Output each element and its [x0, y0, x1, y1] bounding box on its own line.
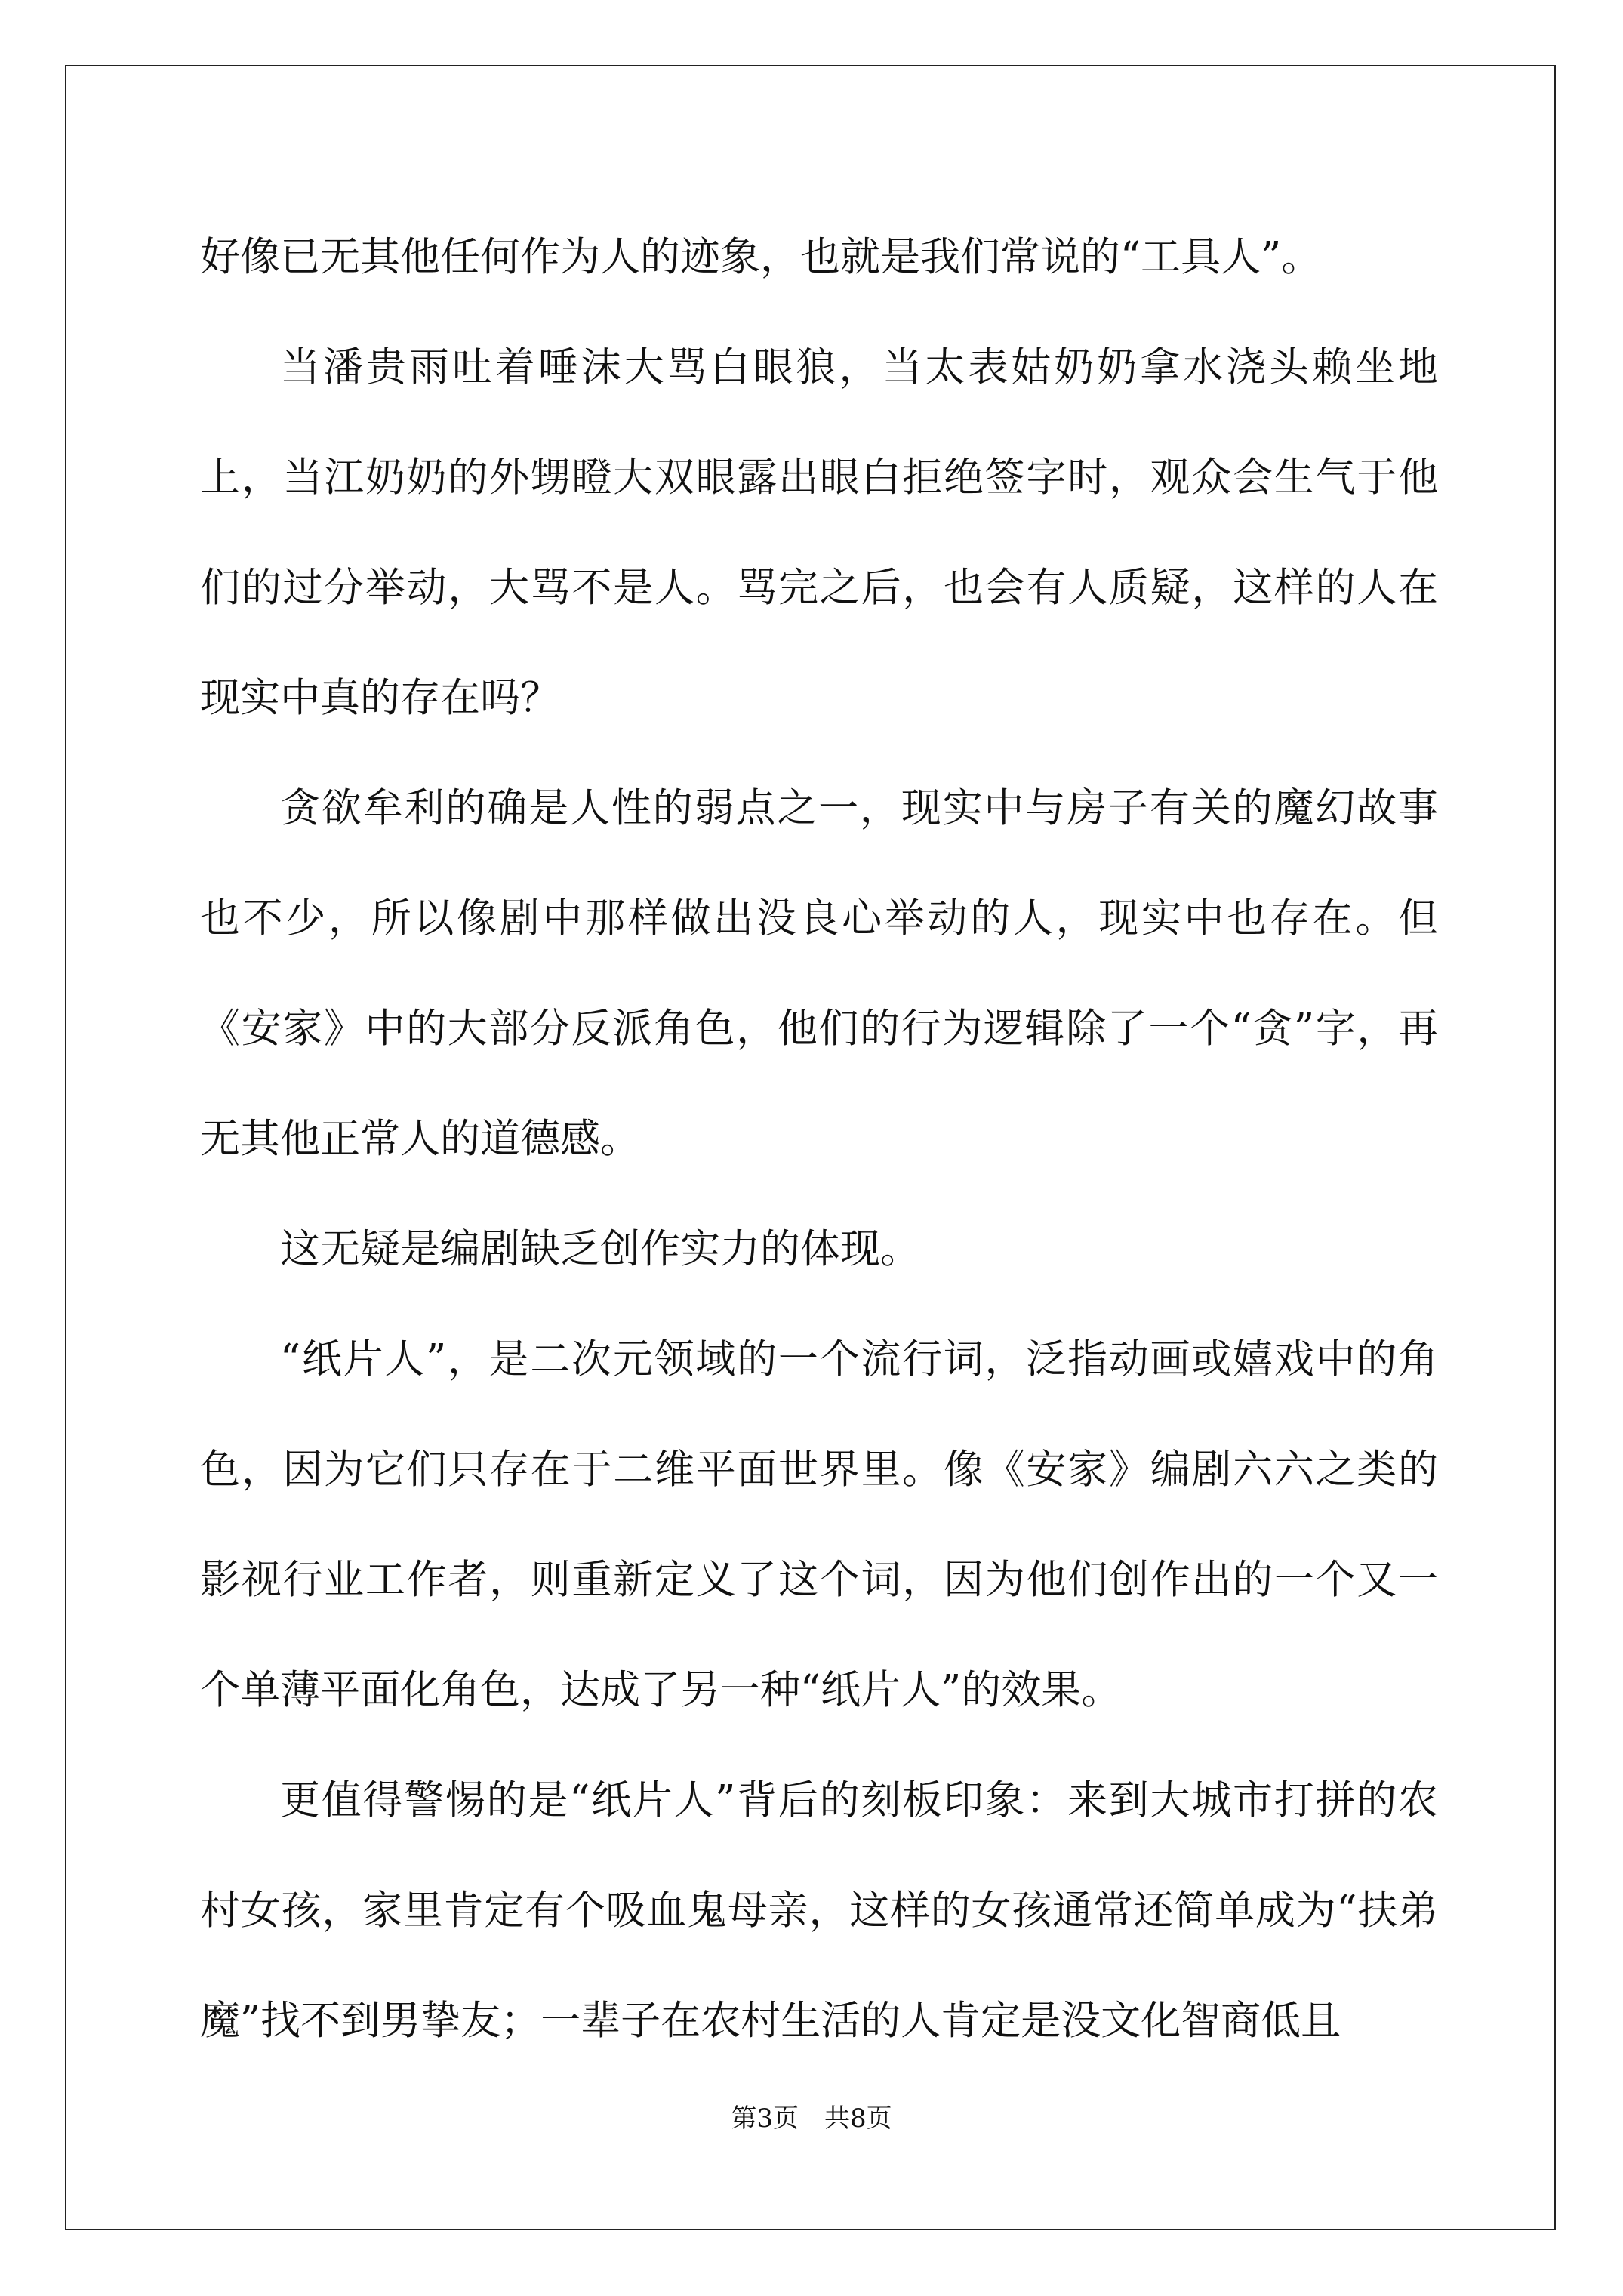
paragraph-5: “纸片人”，是二次元领域的一个流行词，泛指动画或嬉戏中的角色，因为它们只存在于二维平面世界里。像《安家》编剧六六之类的影视行业工作者，则重新定义了这个词，因为他们创作出的一个又一个单薄平面化角色，达成了另一种“纸片人”的效果。: [200, 1336, 1438, 1713]
paragraph-6: 更值得警惕的是“纸片人”背后的刻板印象：来到大城市打拼的农村女孩，家里肯定有个吸血鬼母亲，这样的女孩通常还简单成为“扶弟魔”找不到男挚友；一辈子在农村生活的人肯定是没文化智商低且: [200, 1777, 1438, 2044]
paragraph-4: 这无疑是编剧缺乏创作实力的体现。: [280, 1226, 920, 1272]
paragraph-2: 当潘贵雨吐着唾沫大骂白眼狼，当太表姑奶奶拿水浇头赖坐地上，当江奶奶的外甥瞪大双眼露出眼白拒绝签字时，观众会生气于他们的过分举动，大骂不是人。骂完之后，也会有人质疑，这样的人在现实中真的存在吗？: [200, 344, 1438, 721]
document-body: [200, 202, 1438, 2076]
paragraph-3: 贪欲牟利的确是人性的弱点之一，现实中与房子有关的魔幻故事也不少，所以像剧中那样做出没良心举动的人，现实中也存在。但《安家》中的大部分反派角色，他们的行为逻辑除了一个“贪”字，再无其他正常人的道德感。: [200, 785, 1438, 1162]
page-number-footer: 第3页 共8页: [731, 2103, 892, 2134]
paragraph-1: 好像已无其他任何作为人的迹象，也就是我们常说的“工具人”。: [200, 234, 1322, 280]
